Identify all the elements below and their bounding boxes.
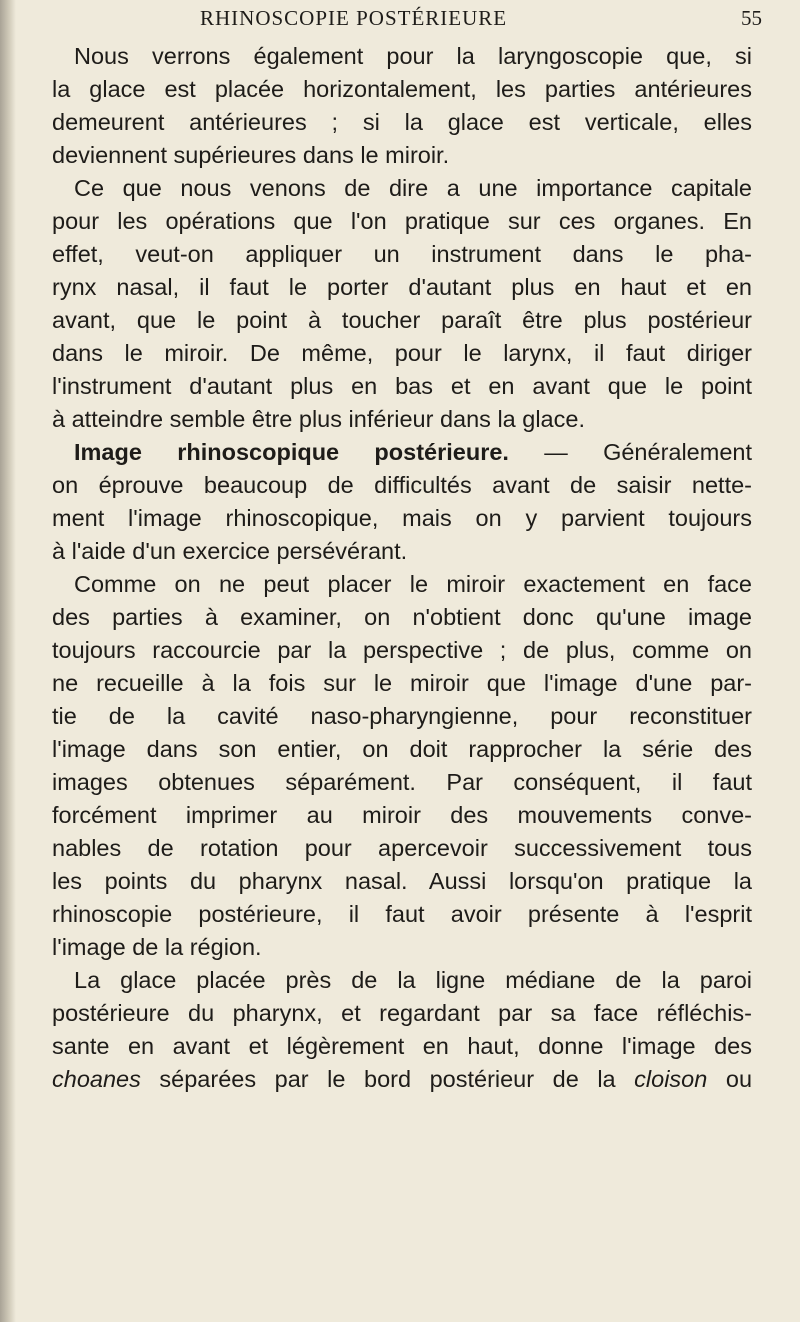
- text-line: Comme on ne peut placer le miroir exactement en face: [74, 571, 752, 597]
- text-line: deviennent supérieures dans le miroir.: [52, 142, 450, 168]
- text-line: toujours raccourcie par la perspective ; de plus, comme on: [52, 637, 752, 663]
- term-choanes: choanes: [52, 1066, 141, 1092]
- text-line: images obtenues séparément. Par conséquent, il faut: [52, 769, 752, 795]
- text-line: pour les opérations que l'on pratique sur ces organes. En: [52, 208, 752, 234]
- book-page: [52, 0, 768, 1322]
- text-line: avant, que le point à toucher paraît être plus postérieur: [52, 307, 752, 333]
- text-line: ne recueille à la fois sur le miroir que l'image d'une par-: [52, 670, 752, 696]
- text-line: effet, veut-on appliquer un instrument dans le pha-: [52, 241, 752, 267]
- text-line: les points du pharynx nasal. Aussi lorsqu'on pratique la: [52, 868, 752, 894]
- text-line: tie de la cavité naso-pharyngienne, pour reconstituer: [52, 703, 752, 729]
- text-line: nables de rotation pour apercevoir successivement tous: [52, 835, 752, 861]
- text-line: La glace placée près de la ligne médiane de la paroi: [74, 967, 752, 993]
- text-line-final: [52, 1063, 752, 1096]
- text-line: sante en avant et légèrement en haut, donne l'image des: [52, 1033, 752, 1059]
- section-heading: Image rhinoscopique postérieure.: [74, 439, 509, 465]
- text-line: on éprouve beaucoup de difficultés avant de saisir nette-: [52, 472, 752, 498]
- text-line: à l'aide d'un exercice persévérant.: [52, 538, 408, 564]
- page-number: 55: [741, 6, 762, 30]
- text-line: l'instrument d'autant plus en bas et en avant que le point: [52, 373, 752, 399]
- page-header-title: RHINOSCOPIE POSTÉRIEURE: [200, 6, 508, 30]
- text-line: l'image dans son entier, on doit rapprocher la série des: [52, 736, 752, 762]
- text-line: forcément imprimer au miroir des mouvements conve-: [52, 802, 752, 828]
- text-line: Nous verrons également pour la laryngoscopie que, si: [74, 43, 752, 69]
- text-line: demeurent antérieures ; si la glace est verticale, elles: [52, 109, 752, 135]
- text-line: Ce que nous venons de dire a une importance capitale: [74, 175, 752, 201]
- text-line: ment l'image rhinoscopique, mais on y parvient toujours: [52, 505, 752, 531]
- text-line: la glace est placée horizontalement, les parties antérieures: [52, 76, 752, 102]
- section-heading-line: [52, 436, 752, 469]
- text-line: à atteindre semble être plus inférieur dans la glace.: [52, 406, 585, 432]
- final-line-text: séparées par le bord postérieur de la: [159, 1066, 616, 1092]
- book-gutter: [0, 0, 16, 1322]
- body-text: [52, 40, 752, 1096]
- running-head: [52, 4, 768, 34]
- heading-line-text: — Généralement: [544, 439, 752, 465]
- term-cloison: cloison: [634, 1066, 708, 1092]
- text-line: l'image de la région.: [52, 934, 262, 960]
- text-line: postérieure du pharynx, et regardant par sa face réfléchis-: [52, 1000, 752, 1026]
- text-line: des parties à examiner, on n'obtient donc qu'une image: [52, 604, 752, 630]
- text-line: rhinoscopie postérieure, il faut avoir présente à l'esprit: [52, 901, 752, 927]
- text-line: dans le miroir. De même, pour le larynx, il faut diriger: [52, 340, 752, 366]
- text-line: rynx nasal, il faut le porter d'autant plus en haut et en: [52, 274, 752, 300]
- final-line-end: ou: [725, 1066, 753, 1092]
